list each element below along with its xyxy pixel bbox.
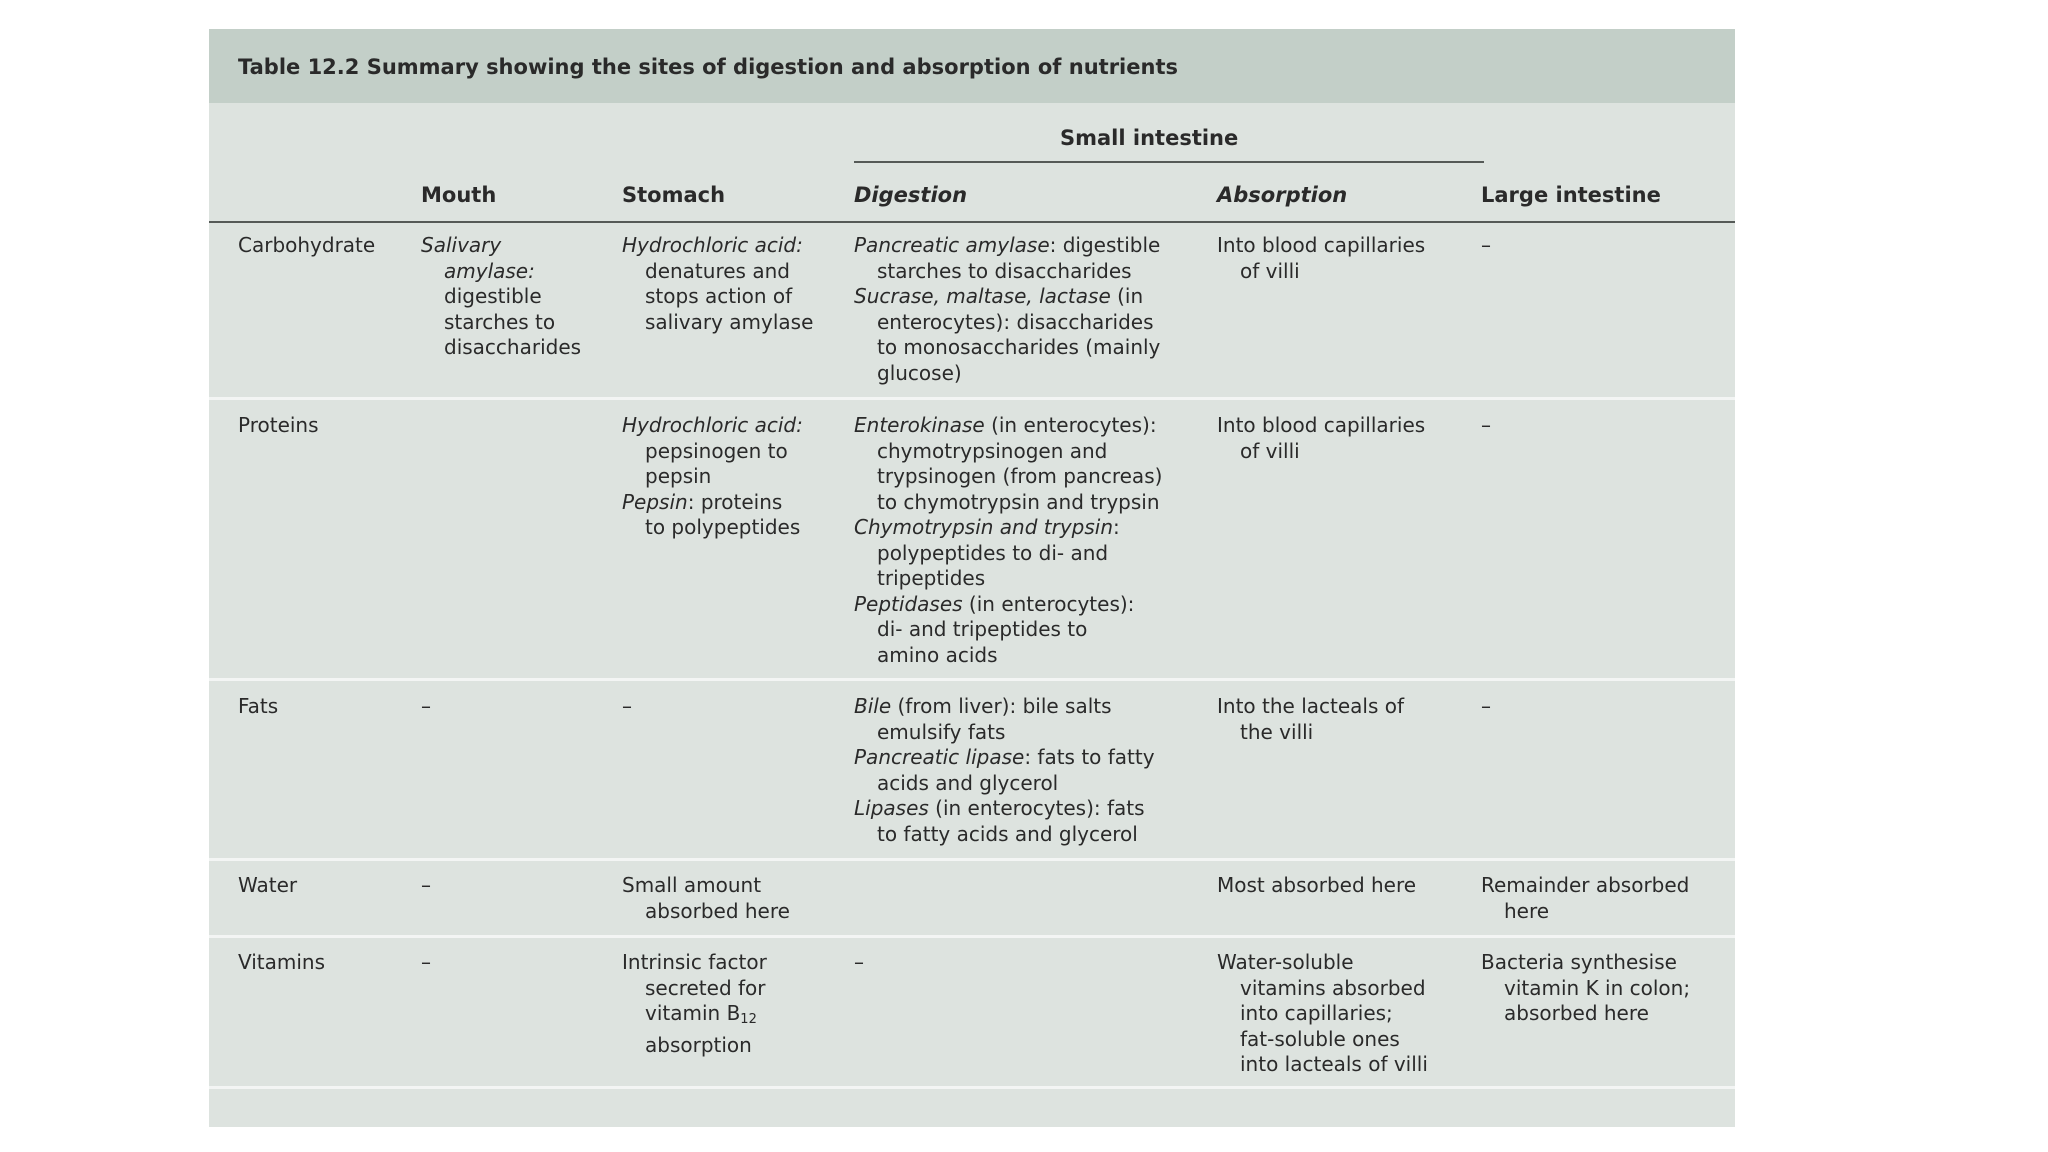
cell-line: emulsify fats: [877, 719, 1006, 744]
cell-line: denatures and: [645, 258, 790, 283]
cell-line: starches to: [444, 309, 556, 334]
cell-mouth: [421, 950, 431, 976]
cell-line: enterocytes): disaccharides: [877, 309, 1154, 334]
header-small-intestine: Small intestine: [1060, 126, 1239, 150]
header-mouth: Mouth: [421, 183, 497, 207]
cell-line: [622, 1001, 767, 1033]
cell-line: polypeptides to di- and: [877, 540, 1109, 565]
cell-line: Into blood capillaries: [1217, 413, 1426, 437]
cell-line: vitamin K in colon;: [1504, 975, 1691, 1000]
cell-line: di- and tripeptides to: [877, 617, 1088, 641]
cell-line: –: [854, 950, 864, 974]
cell-stomach: [622, 233, 813, 335]
cell-line: –: [421, 950, 431, 974]
cell-line: Into blood capillaries: [1217, 233, 1426, 257]
enzyme-name: Bile: [854, 694, 892, 718]
subscript-12: 12: [740, 1012, 757, 1027]
cell-line: absorbed here: [645, 898, 790, 923]
header-stomach: Stomach: [622, 183, 726, 207]
row-label: Proteins: [238, 413, 319, 437]
enzyme-name: Chymotrypsin and trypsin: [854, 515, 1114, 539]
cell-line: Pepsin: proteins: [622, 489, 783, 514]
cell-line: here: [1504, 898, 1550, 923]
cell-line: Salivary: [421, 233, 502, 257]
cell-line: salivary amylase: [645, 309, 814, 334]
cell-stomach: [622, 950, 767, 1058]
cell-large-intestine: [1481, 873, 1689, 924]
cell-line: pepsinogen to: [645, 438, 788, 463]
cell-large-intestine: [1481, 413, 1491, 439]
row-divider: [209, 858, 1735, 861]
cell-line: absorbed here: [1504, 1001, 1649, 1025]
enzyme-name: Lipases: [854, 796, 929, 820]
cell-line: digestible: [444, 284, 542, 308]
cell-line: amino acids: [877, 642, 998, 667]
row-label: Fats: [238, 694, 279, 718]
cell-line: Peptidases (in enterocytes):: [854, 591, 1135, 616]
cell-line: amylase:: [444, 258, 535, 283]
cell-line: Water-soluble: [1217, 950, 1354, 974]
row-divider: [209, 935, 1735, 938]
cell-line: –: [622, 694, 632, 718]
cell-line: vitamins absorbed: [1240, 975, 1426, 1000]
row-divider: [209, 678, 1735, 681]
cell-line: to monosaccharides (mainly: [877, 335, 1161, 359]
cell-line: –: [421, 873, 431, 897]
cell-digestion: [854, 233, 1160, 386]
cell-absorption: [1217, 413, 1425, 464]
cell-line: secreted for: [645, 975, 766, 1000]
cell-line: Intrinsic factor: [622, 950, 767, 974]
cell-line: Lipases (in enterocytes): fats: [854, 796, 1145, 820]
row-divider: [209, 1086, 1735, 1089]
cell-line: –: [1481, 413, 1491, 437]
cell-line: Chymotrypsin and trypsin:: [854, 515, 1120, 539]
cell-stomach: [622, 694, 632, 720]
cell-line: the villi: [1240, 719, 1314, 744]
cell-line: to polypeptides: [645, 515, 801, 539]
header-group-rule: [854, 161, 1484, 163]
cell-line: Remainder absorbed: [1481, 873, 1690, 897]
header-absorption: Absorption: [1217, 183, 1348, 207]
cell-line: of villi: [1240, 438, 1300, 463]
cell-line: into lacteals of villi: [1240, 1052, 1428, 1076]
cell-line: Into the lacteals of: [1217, 694, 1405, 718]
cell-line: Pancreatic amylase: digestible: [854, 233, 1161, 257]
cell-absorption: [1217, 873, 1416, 899]
cell-line: Enterokinase (in enterocytes):: [854, 413, 1157, 437]
summary-table: [209, 29, 1735, 1127]
table-title: Table 12.2 Summary showing the sites of digestion and absorption of nutrients: [238, 55, 1178, 79]
vitamin-b-text: vitamin B: [645, 1001, 741, 1025]
cell-line: fat-soluble ones: [1240, 1026, 1400, 1051]
row-divider: [209, 397, 1735, 400]
cell-line: glucose): [877, 360, 962, 385]
cell-line: –: [421, 694, 431, 718]
cell-line: tripeptides: [877, 566, 986, 590]
cell-line: to fatty acids and glycerol: [877, 821, 1138, 846]
cell-line: Most absorbed here: [1217, 873, 1417, 897]
cell-line: chymotrypsinogen and: [877, 438, 1108, 463]
cell-absorption: [1217, 694, 1404, 745]
cell-line: Sucrase, maltase, lactase (in: [854, 284, 1144, 308]
cell-large-intestine: [1481, 950, 1690, 1027]
header-digestion: Digestion: [854, 183, 968, 207]
header-bottom-rule: [209, 221, 1735, 223]
cell-line: Hydrochloric acid:: [622, 233, 803, 257]
enzyme-name: Pancreatic lipase: [854, 745, 1025, 769]
cell-line: Bile (from liver): bile salts: [854, 694, 1112, 718]
header-large-intestine: Large intestine: [1481, 183, 1661, 207]
cell-line: to chymotrypsin and trypsin: [877, 489, 1160, 514]
enzyme-name: Enterokinase: [854, 413, 985, 437]
row-label: Vitamins: [238, 950, 326, 974]
cell-line: starches to disaccharides: [877, 258, 1132, 283]
cell-digestion: [854, 413, 1162, 668]
cell-line: –: [1481, 694, 1491, 718]
cell-absorption: [1217, 950, 1428, 1078]
table-title-bar: [209, 29, 1735, 103]
cell-line: into capillaries;: [1240, 1001, 1393, 1025]
cell-line: Bacteria synthesise: [1481, 950, 1677, 974]
cell-line: pepsin: [645, 464, 712, 488]
cell-line: disaccharides: [444, 335, 582, 359]
cell-line: Hydrochloric acid:: [622, 413, 803, 437]
cell-line: of villi: [1240, 258, 1300, 283]
cell-line: trypsinogen (from pancreas): [877, 464, 1163, 488]
cell-line: Small amount: [622, 873, 762, 897]
enzyme-name: Pancreatic amylase: [854, 233, 1050, 257]
cell-absorption: [1217, 233, 1425, 284]
cell-large-intestine: [1481, 694, 1491, 720]
cell-digestion: [854, 950, 864, 976]
row-label: Water: [238, 873, 298, 897]
cell-line: Pancreatic lipase: fats to fatty: [854, 745, 1155, 769]
enzyme-name: Pepsin: [622, 489, 688, 514]
cell-line: stops action of: [645, 284, 793, 308]
enzyme-name: Sucrase, maltase, lactase: [854, 284, 1111, 308]
cell-mouth: [421, 233, 581, 361]
cell-stomach: [622, 873, 790, 924]
cell-line: –: [1481, 233, 1491, 257]
enzyme-name: Peptidases: [854, 591, 963, 616]
cell-digestion: [854, 694, 1155, 847]
cell-large-intestine: [1481, 233, 1491, 259]
cell-mouth: [421, 873, 431, 899]
cell-stomach: [622, 413, 803, 541]
cell-mouth: [421, 694, 431, 720]
row-label: Carbohydrate: [238, 233, 376, 257]
cell-line: acids and glycerol: [877, 770, 1059, 795]
cell-line: absorption: [645, 1032, 752, 1057]
